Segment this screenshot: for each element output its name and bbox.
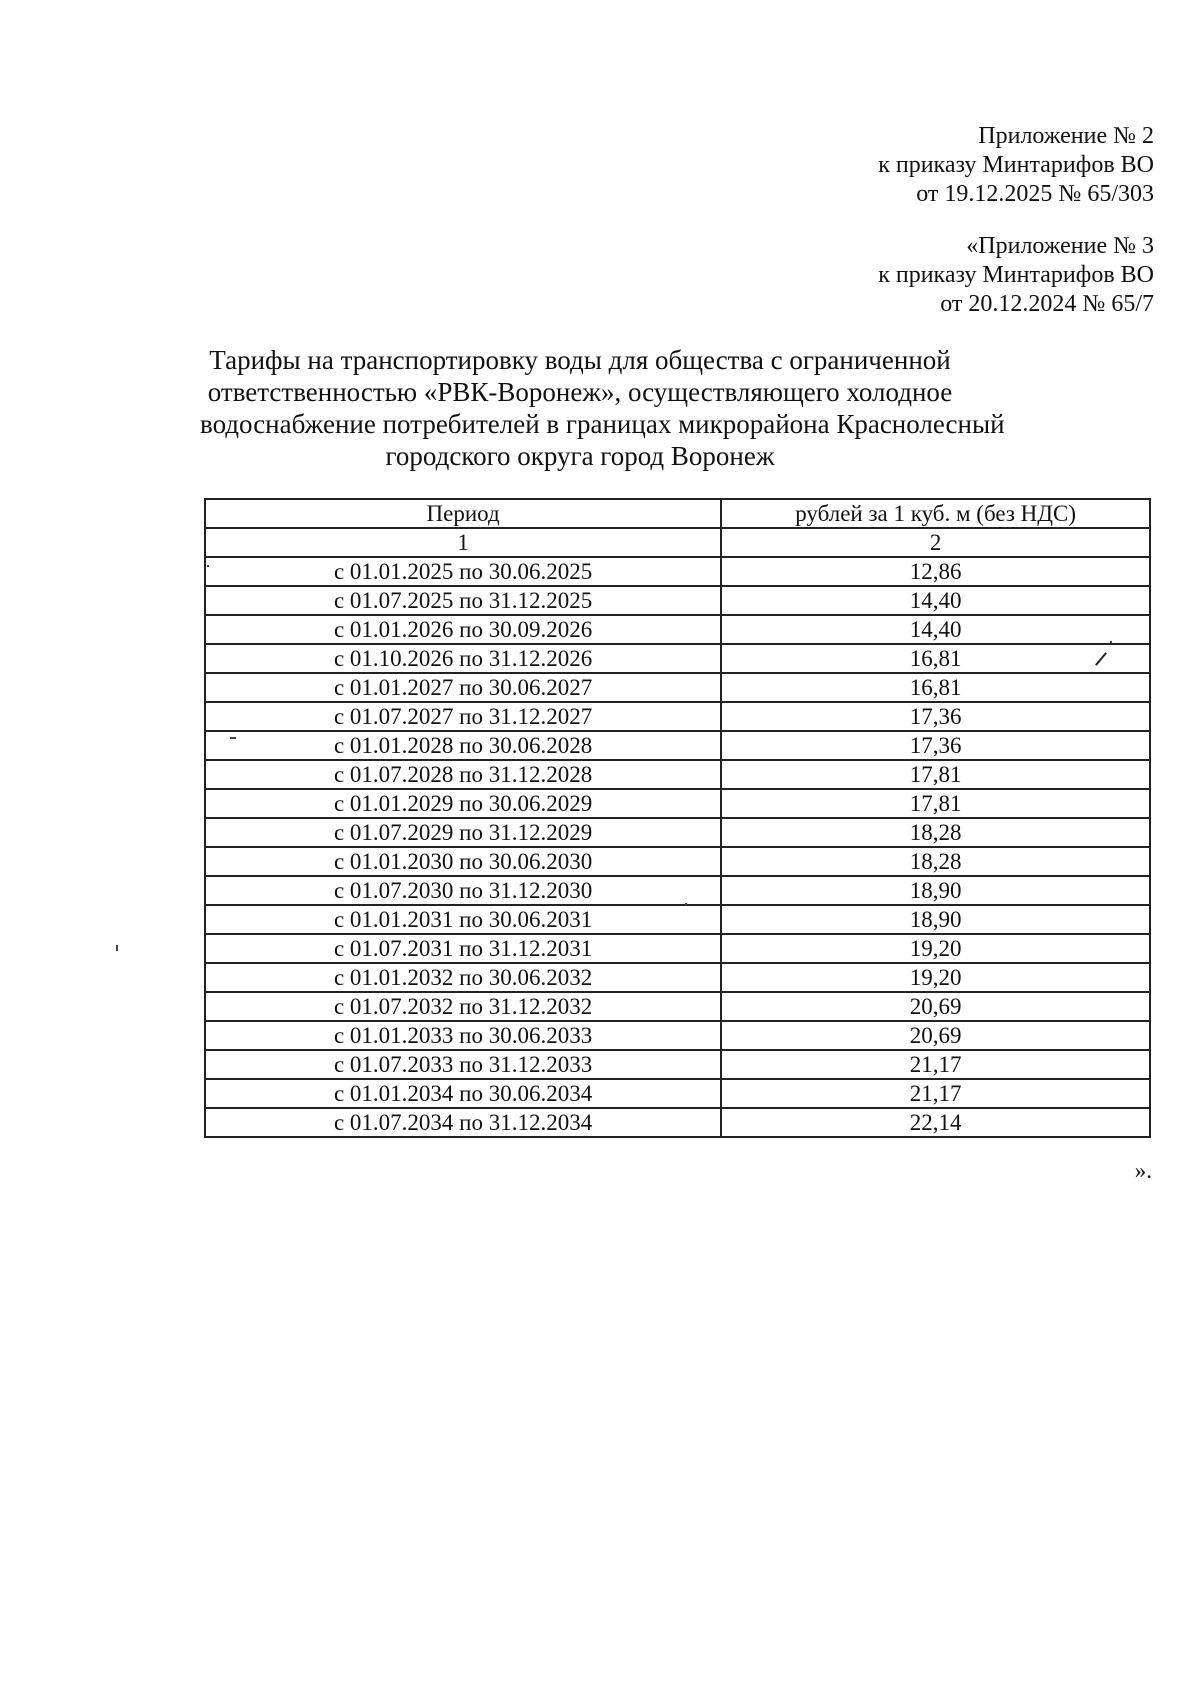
table-row: [205, 905, 1150, 934]
table-row: [205, 789, 1150, 818]
rate-cell: 18,28: [721, 818, 1150, 847]
rate-cell: 18,28: [721, 847, 1150, 876]
period-cell: с 01.07.2028 по 31.12.2028: [205, 760, 721, 789]
period-cell: с 01.01.2031 по 30.06.2031: [205, 905, 721, 934]
table-row: [205, 760, 1150, 789]
table-row: [205, 934, 1150, 963]
appendix-reference-current: [878, 122, 1154, 209]
period-cell: с 01.07.2029 по 31.12.2029: [205, 818, 721, 847]
title-line: ответственностью «РВК-Воронеж», осуществляющего холодное: [207, 377, 953, 407]
period-cell: с 01.01.2030 по 30.06.2030: [205, 847, 721, 876]
rate-cell: 14,40: [721, 586, 1150, 615]
period-cell: с 01.01.2034 по 30.06.2034: [205, 1079, 721, 1108]
table-row: [205, 615, 1150, 644]
rate-cell: 20,69: [721, 1021, 1150, 1050]
period-cell: с 01.07.2025 по 31.12.2025: [205, 586, 721, 615]
rate-cell: 17,81: [721, 760, 1150, 789]
title-line: городского округа город Воронеж: [385, 441, 775, 471]
rate-cell: 18,90: [721, 876, 1150, 905]
table-body: [205, 557, 1150, 1137]
period-cell: с 01.01.2026 по 30.09.2026: [205, 615, 721, 644]
rate-cell: 22,14: [721, 1108, 1150, 1137]
title-line: Тарифы на транспортировку воды для общества с ограниченной: [209, 345, 951, 375]
scan-speck: [1110, 641, 1112, 643]
scan-speck: [207, 565, 209, 567]
rate-cell: 20,69: [721, 992, 1150, 1021]
rate-cell: 19,20: [721, 963, 1150, 992]
rate-cell: 17,81: [721, 789, 1150, 818]
period-cell: с 01.07.2034 по 31.12.2034: [205, 1108, 721, 1137]
table-row: [205, 1079, 1150, 1108]
table-row: [205, 1108, 1150, 1137]
appendix-number: «Приложение № 3: [966, 233, 1154, 259]
appendix-order-ref: к приказу Минтарифов ВО: [878, 152, 1154, 178]
table-row: [205, 702, 1150, 731]
period-cell: с 01.01.2025 по 30.06.2025: [205, 557, 721, 586]
period-cell: с 01.10.2026 по 31.12.2026: [205, 644, 721, 673]
table-row: [205, 818, 1150, 847]
title-line: водоснабжение потребителей в границах микрорайона Краснолесный: [200, 409, 1005, 439]
period-cell: с 01.01.2033 по 30.06.2033: [205, 1021, 721, 1050]
column-number: 2: [721, 528, 1150, 557]
rate-cell: 16,81: [721, 644, 1150, 673]
rate-cell: 21,17: [721, 1079, 1150, 1108]
appendix-order-ref: к приказу Минтарифов ВО: [878, 262, 1154, 288]
period-cell: с 01.01.2027 по 30.06.2027: [205, 673, 721, 702]
table-row: [205, 992, 1150, 1021]
scan-speck: [685, 903, 687, 905]
table-column-number-row: [205, 528, 1150, 557]
period-cell: с 01.07.2027 по 31.12.2027: [205, 702, 721, 731]
rate-cell: 18,90: [721, 905, 1150, 934]
table-row: [205, 644, 1150, 673]
period-cell: с 01.07.2031 по 31.12.2031: [205, 934, 721, 963]
table-header-row: [205, 499, 1150, 528]
period-cell: с 01.07.2032 по 31.12.2032: [205, 992, 721, 1021]
rate-cell: 12,86: [721, 557, 1150, 586]
table-row: [205, 963, 1150, 992]
rate-cell: 16,81: [721, 673, 1150, 702]
tariff-table: [204, 498, 1151, 1138]
table-row: [205, 586, 1150, 615]
table-row: [205, 847, 1150, 876]
scan-speck: [230, 737, 236, 739]
column-header-period: Период: [205, 499, 721, 528]
rate-cell: 21,17: [721, 1050, 1150, 1079]
column-number: 1: [205, 528, 721, 557]
appendix-reference-amended: [878, 232, 1154, 319]
appendix-order-date: от 20.12.2024 № 65/7: [940, 291, 1154, 317]
rate-cell: 14,40: [721, 615, 1150, 644]
appendix-order-date: от 19.12.2025 № 65/303: [916, 181, 1154, 207]
period-cell: с 01.07.2033 по 31.12.2033: [205, 1050, 721, 1079]
period-cell: с 01.01.2029 по 30.06.2029: [205, 789, 721, 818]
table-row: [205, 1050, 1150, 1079]
table-row: [205, 1021, 1150, 1050]
closing-quote: ».: [1134, 1158, 1152, 1183]
rate-cell: 19,20: [721, 934, 1150, 963]
period-cell: с 01.01.2028 по 30.06.2028: [205, 731, 721, 760]
rate-cell: 17,36: [721, 731, 1150, 760]
table-row: [205, 673, 1150, 702]
rate-cell: 17,36: [721, 702, 1150, 731]
table-row: [205, 557, 1150, 586]
period-cell: с 01.07.2030 по 31.12.2030: [205, 876, 721, 905]
period-cell: с 01.01.2032 по 30.06.2032: [205, 963, 721, 992]
appendix-number: Приложение № 2: [978, 123, 1154, 149]
document-title: [200, 344, 1005, 472]
scan-speck: [116, 945, 118, 951]
table-row: [205, 731, 1150, 760]
column-header-rate: рублей за 1 куб. м (без НДС): [721, 499, 1150, 528]
table-row: [205, 876, 1150, 905]
